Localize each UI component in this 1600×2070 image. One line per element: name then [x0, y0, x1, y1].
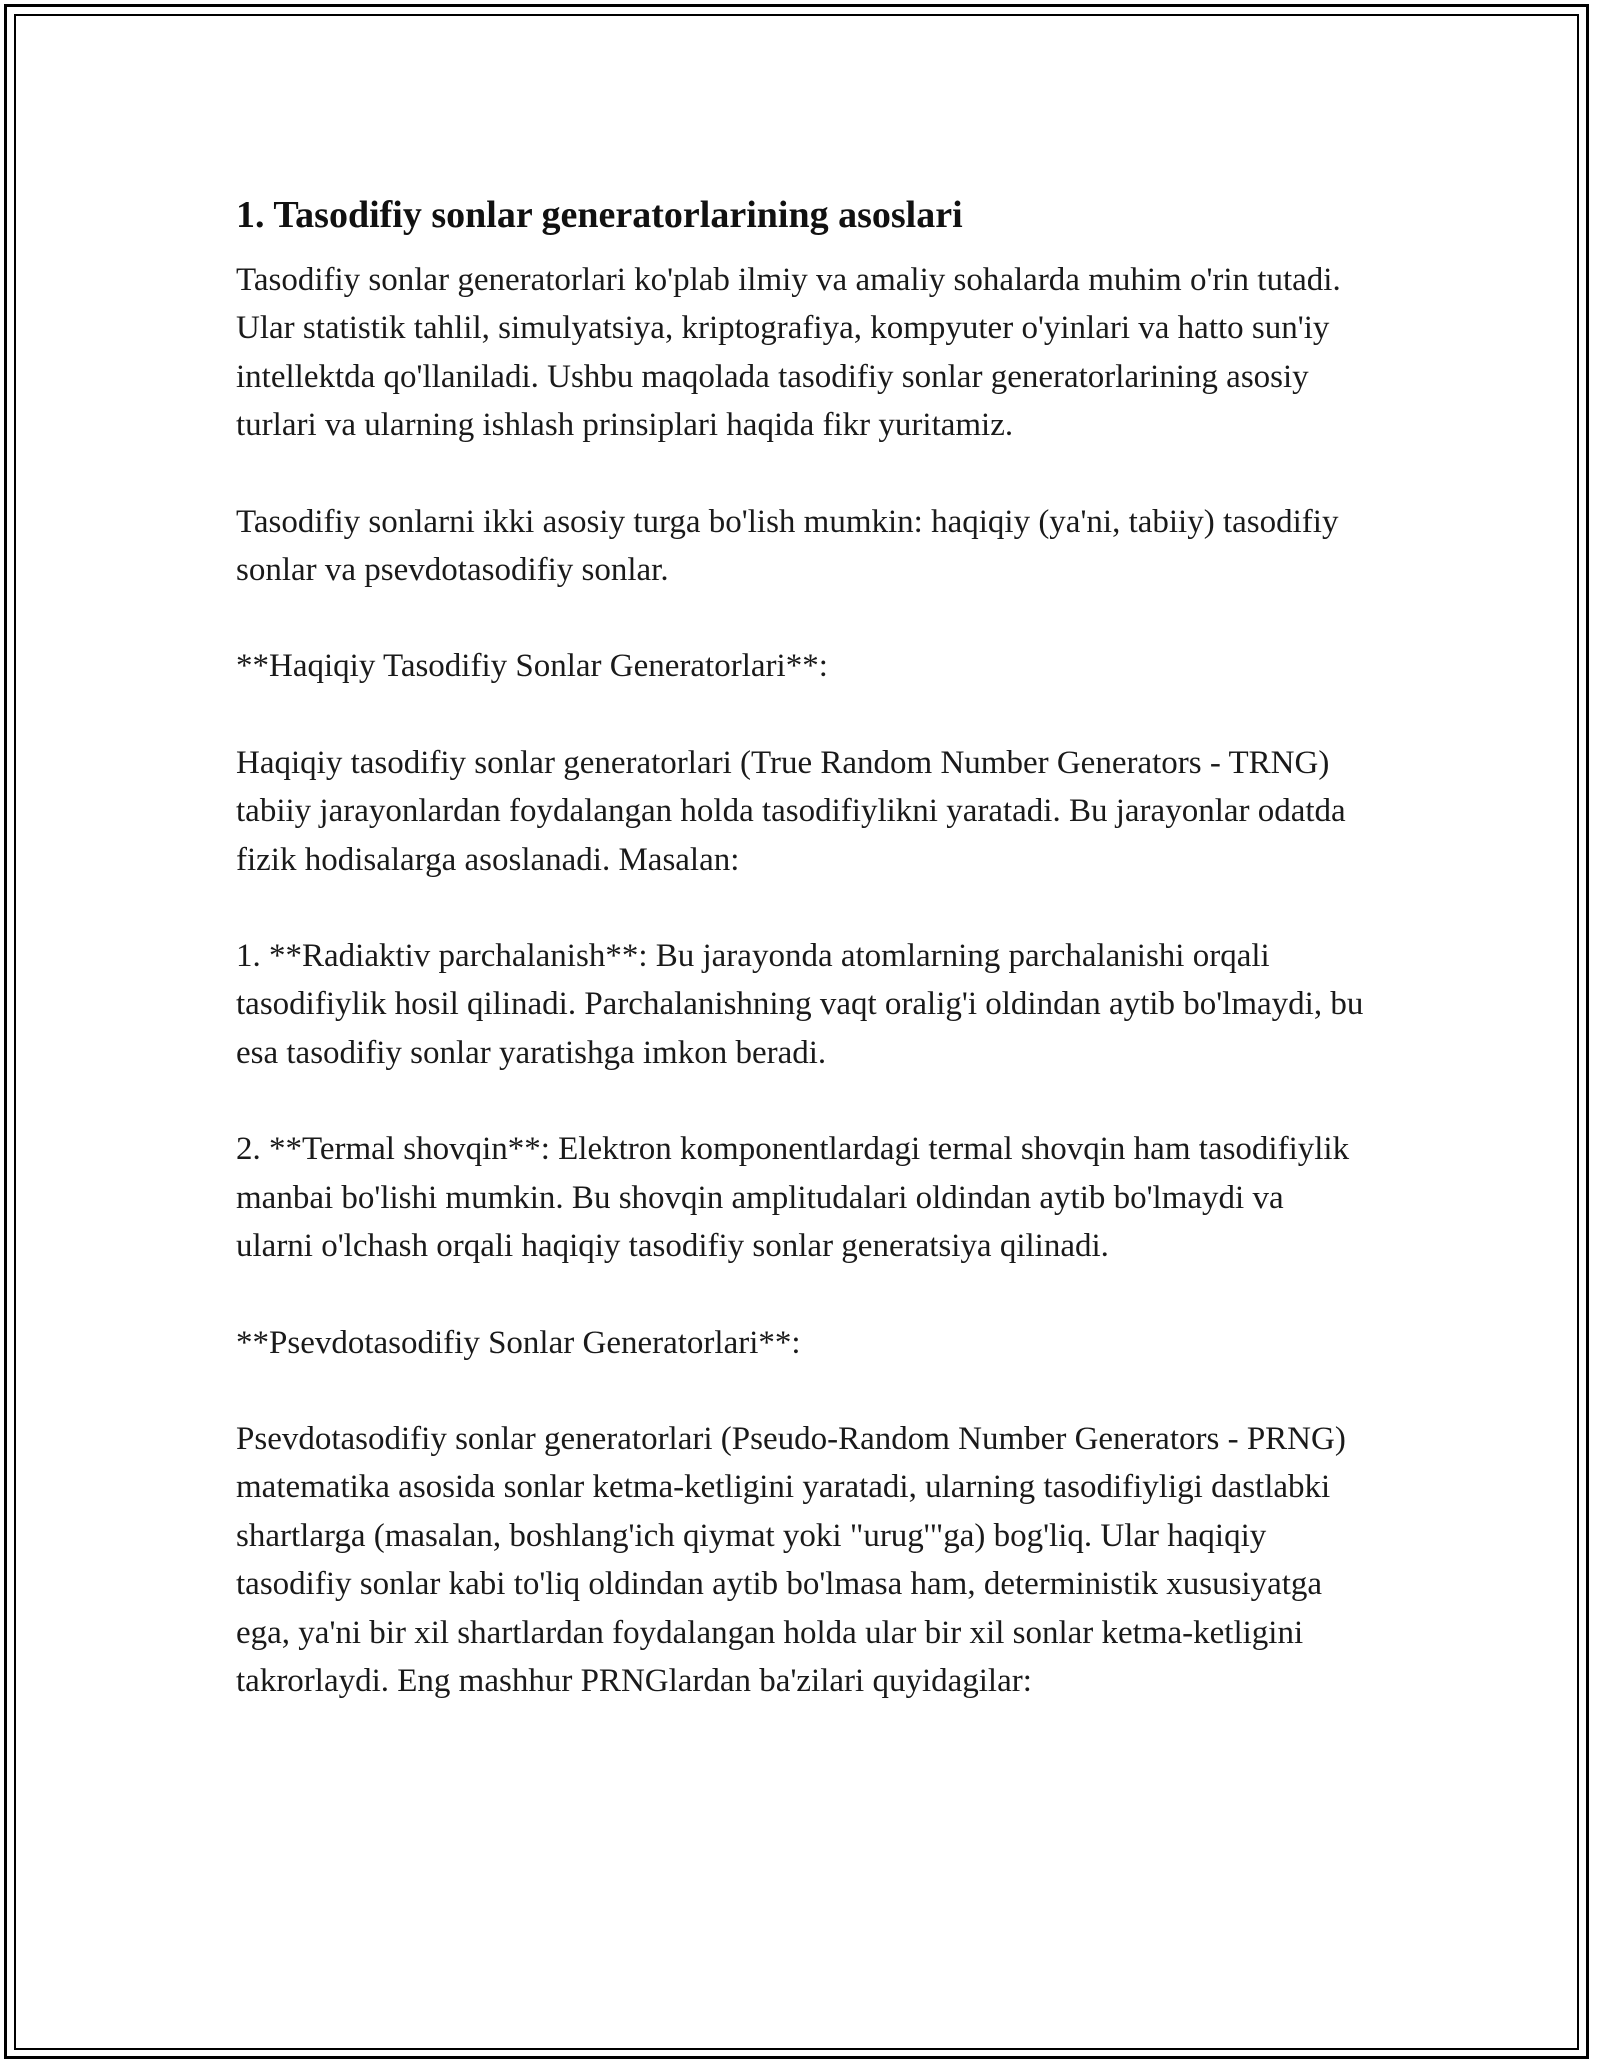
paragraph-types: Tasodifiy sonlarni ikki asosiy turga bo'lish mumkin: haqiqiy (ya'ni, tabiiy) tasodifiy sonlar va psevdotasodifiy sonlar. — [236, 503, 1339, 589]
body-text — [236, 256, 1366, 1705]
document-content — [236, 188, 1366, 1753]
subheading-trng: **Haqiqiy Tasodifiy Sonlar Generatorlari**: — [236, 648, 828, 685]
list-item-thermal: 2. **Termal shovqin**: Elektron komponentlardagi termal shovqin ham tasodifiylik manbai bo'lishi mumkin. Bu shovqin amplitudalari oldindan aytib bo'lmaydi va ularni o'lchash orqali haqiqiy tasodifiy sonlar generatsiya qilinadi. — [236, 1131, 1350, 1265]
section-heading: 1. Tasodifiy sonlar generatorlarining asoslari — [236, 194, 963, 236]
subheading-prng: **Psevdotasodifiy Sonlar Generatorlari**: — [236, 1324, 801, 1361]
paragraph-intro: Tasodifiy sonlar generatorlari ko'plab ilmiy va amaliy sohalarda muhim o'rin tutadi. Ular statistik tahlil, simulyatsiya, kriptografiya, kompyuter o'yinlari va hatto sun'iy intellektda qo'llaniladi. Ushbu maqolada tasodifiy sonlar generatorlarining asosiy turlari va ularning ishlash prinsiplari haqida fikr yuritamiz. — [236, 262, 1341, 444]
paragraph-prng: Psevdotasodifiy sonlar generatorlari (Pseudo-Random Number Generators - PRNG) matematika asosida sonlar ketma-ketligini yaratadi, ularning tasodifiyligi dastlabki shartlarga (masalan, boshlang'ich qiymat yoki "urug'"ga) bog'liq. Ular haqiqiy tasodifiy sonlar kabi to'liq oldindan aytib bo'lmasa ham, deterministik xususiyatga ega, ya'ni bir xil shartlardan foydalangan holda ular bir xil sonlar ketma-ketligini takrorlaydi. Eng mashhur PRNGlardan ba'zilari quyidagilar: — [236, 1420, 1346, 1699]
list-item-radioactive: 1. **Radiaktiv parchalanish**: Bu jarayonda atomlarning parchalanishi orqali tasodifiylik hosil qilinadi. Parchalanishning vaqt oralig'i oldindan aytib bo'lmaydi, bu esa tasodifiy sonlar yaratishga imkon beradi. — [236, 938, 1364, 1071]
paragraph-trng: Haqiqiy tasodifiy sonlar generatorlari (True Random Number Generators - TRNG) tabiiy jarayonlardan foydalangan holda tasodifiylikni yaratadi. Bu jarayonlar odatda fizik hodisalarga asoslanadi. Masalan: — [236, 744, 1346, 878]
